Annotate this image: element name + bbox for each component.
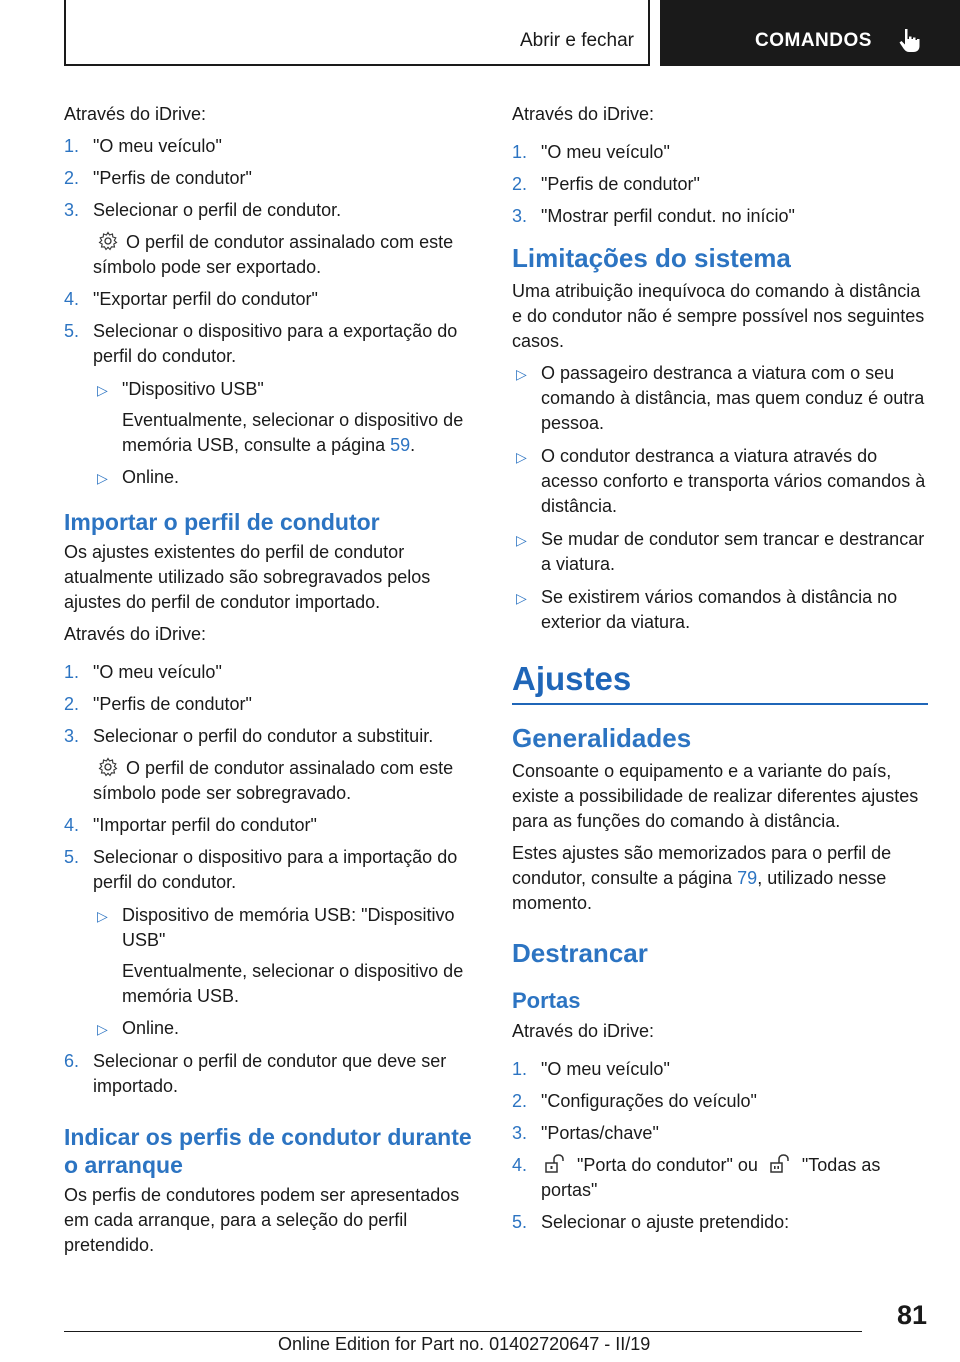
indicate-text: Os perfis de condutores podem ser apresentados em cada arranque, para a seleção do perfil pretendido. bbox=[64, 1185, 460, 1255]
import-text: Os ajustes existentes do perfil de condutor atualmente utilizado são sobregravados pelos ajustes do perfil de condutor importado. bbox=[64, 542, 431, 612]
step-number: 4. bbox=[64, 289, 80, 309]
step-number: 3. bbox=[64, 200, 80, 220]
list-item bbox=[512, 1057, 928, 1082]
step-text: "Exportar perfil do condutor" bbox=[93, 289, 318, 309]
step-number: 3. bbox=[64, 726, 80, 746]
step-number: 3. bbox=[512, 1123, 528, 1143]
step-number: 1. bbox=[64, 662, 80, 682]
list-item bbox=[93, 903, 482, 953]
heading-destrancar: Destrancar bbox=[512, 938, 648, 968]
list-item bbox=[64, 660, 482, 685]
step-number: 5. bbox=[512, 1212, 528, 1232]
heading-indicate: Indicar os perfis de condutor durante o arranque bbox=[64, 1124, 472, 1178]
limitation-text: O condutor destranca a viatura através do acesso conforto e transporta vários comandos à distância. bbox=[541, 446, 926, 516]
limitations-text: Uma atribuição inequívoca do comando à distância e do condutor não é sempre possível nos seguintes casos. bbox=[512, 281, 925, 351]
step-text: Selecionar o perfil do condutor a substituir. bbox=[93, 726, 434, 746]
step-number: 2. bbox=[512, 174, 528, 194]
step-text: "Perfis de condutor" bbox=[541, 174, 700, 194]
option-text: Dispositivo de memória USB: "Dispositivo USB" bbox=[122, 905, 455, 950]
header-section-box bbox=[64, 0, 650, 66]
option-text: Online. bbox=[122, 467, 180, 487]
intro-text-3: Através do iDrive: bbox=[512, 1021, 655, 1041]
limitation-text: Se mudar de condutor sem trancar e destrancar a viatura. bbox=[541, 529, 925, 574]
list-item bbox=[512, 444, 928, 519]
note-text: O perfil de condutor assinalado com este símbolo pode ser sobregravado. bbox=[93, 758, 454, 803]
export-steps bbox=[64, 134, 482, 223]
step-text: "Portas/chave" bbox=[541, 1123, 659, 1143]
step-text: "Todas as portas" bbox=[541, 1155, 881, 1200]
footer-divider bbox=[64, 1331, 862, 1332]
triangle-bullet-icon: ▷ bbox=[516, 532, 527, 548]
memo-text bbox=[512, 841, 928, 916]
triangle-bullet-icon: ▷ bbox=[97, 382, 108, 398]
triangle-bullet-icon: ▷ bbox=[97, 470, 108, 486]
import-steps-cont bbox=[64, 813, 482, 1099]
import-steps bbox=[64, 660, 482, 749]
list-item bbox=[64, 198, 482, 223]
step-text: "O meu veículo" bbox=[93, 136, 222, 156]
page-link[interactable]: 79 bbox=[737, 868, 758, 888]
limitation-text: Se existirem vários comandos à distância no exterior da viatura. bbox=[541, 587, 898, 632]
note-text: O perfil de condutor assinalado com este símbolo pode ser exportado. bbox=[93, 232, 454, 277]
list-item bbox=[512, 527, 928, 577]
option-cont-text: Eventualmente, selecionar o dispositivo de memória USB, consulte a página bbox=[122, 410, 464, 455]
header-chapter-title: COMANDOS bbox=[755, 30, 872, 51]
page-link[interactable]: 59 bbox=[390, 435, 411, 455]
import-note bbox=[64, 756, 482, 806]
triangle-bullet-icon: ▷ bbox=[516, 449, 527, 465]
step-text: "O meu veículo" bbox=[541, 1059, 670, 1079]
list-item bbox=[64, 1049, 482, 1099]
page-number: 81 bbox=[896, 1300, 927, 1330]
footer-edition: Online Edition for Part no. 01402720647 - II/19 bbox=[278, 1334, 651, 1354]
triangle-bullet-icon: ▷ bbox=[97, 908, 108, 924]
step-text: "Perfis de condutor" bbox=[93, 694, 252, 714]
step-text: "Porta do condutor" ou bbox=[577, 1155, 758, 1175]
step-number: 1. bbox=[64, 136, 80, 156]
step-text: Selecionar o dispositivo para a exportação do perfil do condutor. bbox=[93, 321, 458, 366]
list-item bbox=[512, 1210, 928, 1235]
intro-text: Através do iDrive: bbox=[64, 104, 207, 124]
step-number: 1. bbox=[512, 142, 528, 162]
step-text: Selecionar o ajuste pretendido: bbox=[541, 1212, 790, 1232]
triangle-bullet-icon: ▷ bbox=[516, 590, 527, 606]
list-item bbox=[64, 166, 482, 191]
heading-limitations: Limitações do sistema bbox=[512, 243, 791, 273]
gear-icon bbox=[98, 231, 118, 251]
option-text: Online. bbox=[122, 1018, 180, 1038]
list-item bbox=[512, 585, 928, 635]
step-text: "Configurações do veículo" bbox=[541, 1091, 757, 1111]
step-text: "Perfis de condutor" bbox=[93, 168, 252, 188]
header-section-title: Abrir e fechar bbox=[519, 30, 634, 51]
list-item bbox=[512, 204, 928, 229]
option-continuation bbox=[93, 408, 482, 458]
list-item bbox=[93, 465, 482, 490]
list-item bbox=[512, 1121, 928, 1146]
list-item bbox=[64, 692, 482, 717]
list-item bbox=[93, 1016, 482, 1041]
startup-steps bbox=[512, 140, 928, 229]
list-item bbox=[64, 845, 482, 1041]
option-cont-end: . bbox=[410, 435, 416, 455]
gear-icon bbox=[98, 757, 118, 777]
list-item bbox=[512, 172, 928, 197]
step-text: "O meu veículo" bbox=[541, 142, 670, 162]
intro-text: Através do iDrive: bbox=[512, 104, 655, 124]
step-number: 5. bbox=[64, 321, 80, 341]
left-column bbox=[64, 102, 482, 1265]
list-item bbox=[512, 361, 928, 436]
list-item bbox=[64, 134, 482, 159]
step-number: 2. bbox=[64, 694, 80, 714]
list-item bbox=[512, 140, 928, 165]
triangle-bullet-icon: ▷ bbox=[97, 1021, 108, 1037]
list-item bbox=[93, 377, 482, 402]
memo-text-start: Estes ajustes são memorizados para o perfil de condutor, consulte a página bbox=[512, 843, 892, 888]
export-note bbox=[64, 230, 482, 280]
export-steps-cont bbox=[64, 287, 482, 490]
step-number: 2. bbox=[64, 168, 80, 188]
heading-import: Importar o perfil de condutor bbox=[64, 509, 380, 535]
step-text: Selecionar o dispositivo para a importação do perfil do condutor. bbox=[93, 847, 458, 892]
limitation-text: O passageiro destranca a viatura com o seu comando à distância, mas quem conduz é outra pessoa. bbox=[541, 363, 925, 433]
list-item bbox=[512, 1089, 928, 1114]
list-item bbox=[64, 319, 482, 490]
step-number: 3. bbox=[512, 206, 528, 226]
export-options bbox=[93, 377, 482, 402]
option-text: "Dispositivo USB" bbox=[122, 379, 264, 399]
step-text: "O meu veículo" bbox=[93, 662, 222, 682]
heading-ajustes: Ajustes bbox=[512, 659, 928, 705]
right-column bbox=[512, 102, 928, 1242]
unlock-all-doors-icon bbox=[770, 1154, 792, 1174]
list-item bbox=[64, 724, 482, 749]
import-options-2 bbox=[93, 1016, 482, 1041]
heading-generalidades: Generalidades bbox=[512, 723, 692, 753]
general-text: Consoante o equipamento e a variante do país, existe a possibilidade de realizar diferentes ajustes para as funções do comando à distância. bbox=[512, 761, 919, 831]
step-number: 5. bbox=[64, 847, 80, 867]
step-text: Selecionar o perfil de condutor. bbox=[93, 200, 342, 220]
memo-text-end: , utilizado nesse momento. bbox=[512, 868, 887, 913]
step-text: "Importar perfil do condutor" bbox=[93, 815, 317, 835]
list-item bbox=[512, 1153, 928, 1203]
step-number: 4. bbox=[64, 815, 80, 835]
triangle-bullet-icon: ▷ bbox=[516, 366, 527, 382]
option-continuation: Eventualmente, selecionar o dispositivo de memória USB. bbox=[122, 961, 464, 1006]
import-options bbox=[93, 903, 482, 953]
header-chapter-box bbox=[660, 0, 960, 66]
intro-text-2: Através do iDrive: bbox=[64, 624, 207, 644]
unlock-driver-door-icon bbox=[545, 1154, 567, 1174]
heading-portas: Portas bbox=[512, 988, 581, 1013]
step-number: 1. bbox=[512, 1059, 528, 1079]
step-text: "Mostrar perfil condut. no início" bbox=[541, 206, 795, 226]
list-item bbox=[64, 813, 482, 838]
limitations-list bbox=[512, 361, 928, 635]
doors-steps bbox=[512, 1057, 928, 1235]
step-number: 6. bbox=[64, 1051, 80, 1071]
step-number: 2. bbox=[512, 1091, 528, 1111]
step-number: 4. bbox=[512, 1155, 528, 1175]
list-item bbox=[64, 287, 482, 312]
export-options-2 bbox=[93, 465, 482, 490]
hand-pointer-icon bbox=[896, 26, 924, 54]
step-text: Selecionar o perfil de condutor que deve ser importado. bbox=[93, 1051, 447, 1096]
